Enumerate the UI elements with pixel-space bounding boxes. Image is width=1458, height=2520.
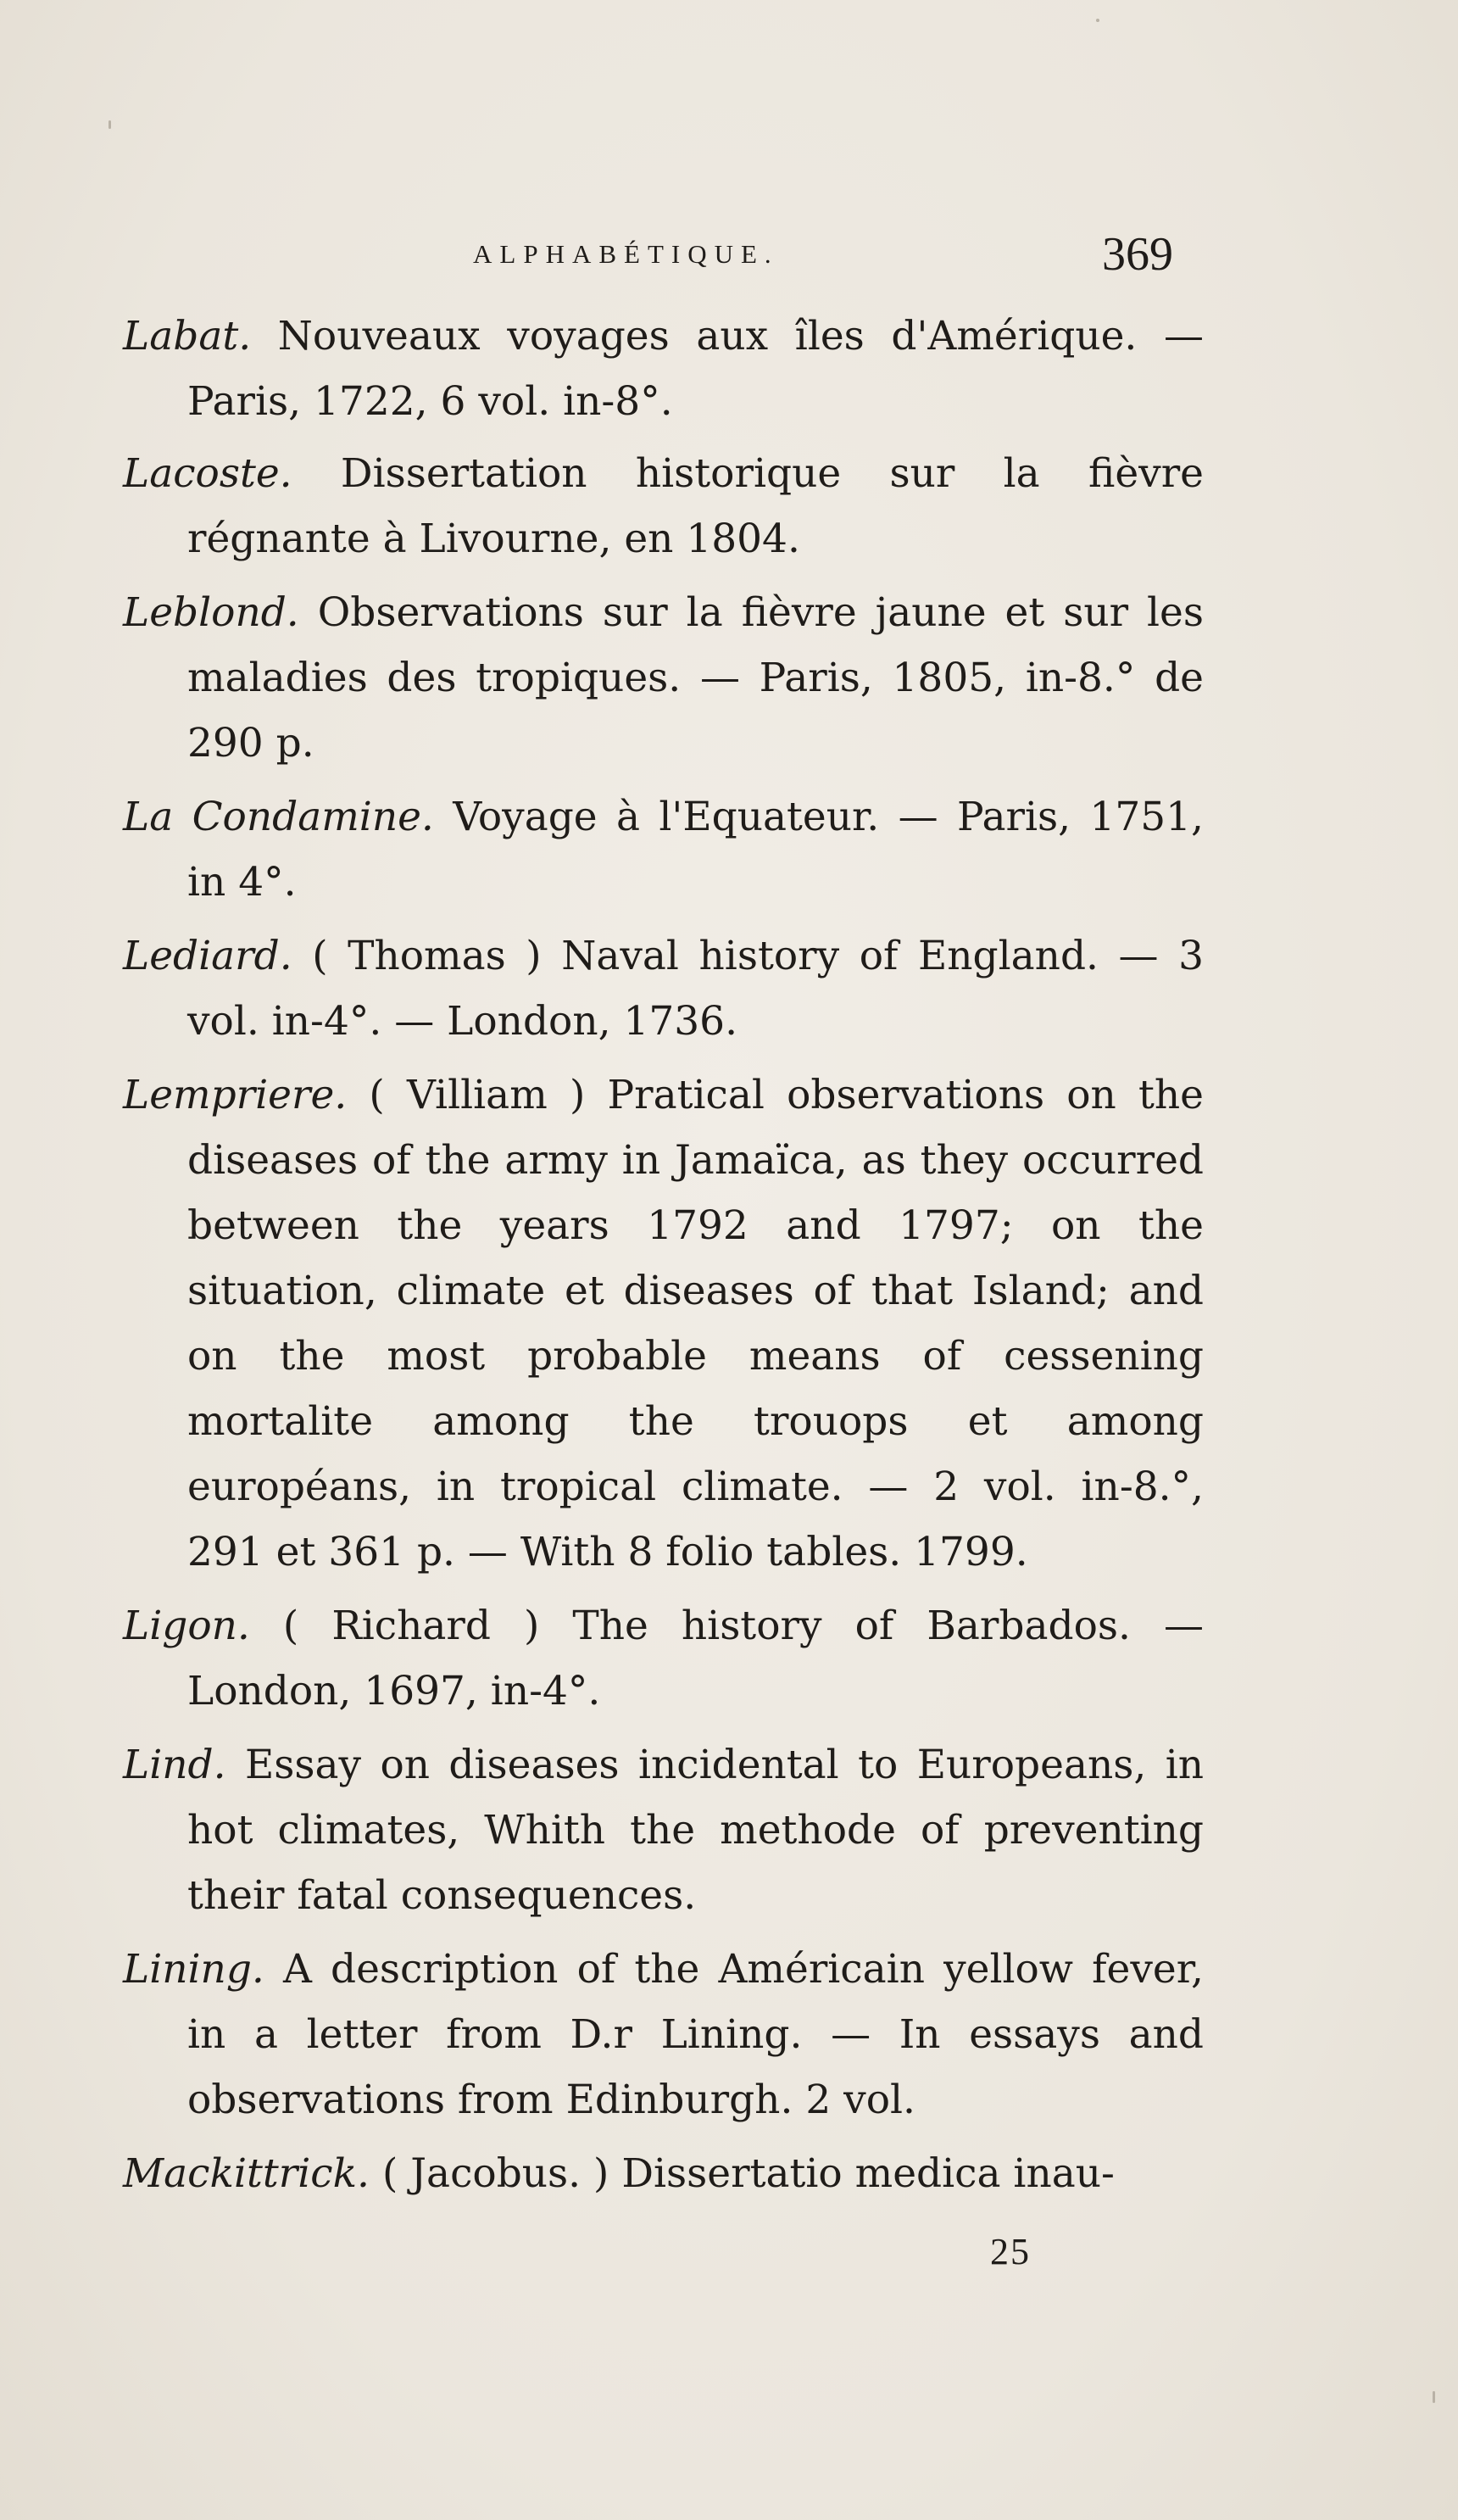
entry-text: A description of the Américain yellow fever, in a letter from D.r Lining. — In essays and observations from Edinburgh. 2 vol. bbox=[187, 1946, 1204, 2123]
entry-author: Lining. bbox=[123, 1946, 264, 1993]
entry-author: Lempriere. bbox=[123, 1072, 348, 1118]
paper-speck bbox=[1433, 2391, 1435, 2403]
entry-text: Dissertation historique sur la fièvre régnante à Livourne, en 1804. bbox=[187, 450, 1204, 562]
bibliography-entry bbox=[123, 1937, 1204, 2133]
page-header bbox=[0, 227, 1458, 295]
page-number: 369 bbox=[1102, 228, 1173, 281]
bibliography-entry bbox=[123, 923, 1204, 1054]
entry-author: Labat. bbox=[123, 313, 252, 360]
entry-text: ( Villiam ) Pratical observations on the diseases of the army in Jamaïca, as they occurred between the years 1792 and 1797; on the situation, climate et diseases of that Island; and on the most probable means of cessening mortalite among the trouops et among européans, in tropical climate. — 2 vol. in-8.°, 291 et 361 p. — With 8 folio tables. 1799. bbox=[187, 1072, 1204, 1575]
entry-author: La Condamine. bbox=[123, 794, 434, 840]
bibliography-list bbox=[123, 304, 1204, 2215]
bibliography-entry bbox=[123, 1732, 1204, 1928]
bibliography-entry bbox=[123, 1593, 1204, 1724]
entry-text: ( Jacobus. ) Dissertatio medica inau- bbox=[370, 2150, 1115, 2197]
signature-mark: 25 bbox=[990, 2231, 1031, 2272]
bibliography-entry bbox=[123, 304, 1204, 434]
entry-author: Ligon. bbox=[123, 1603, 250, 1649]
running-title: ALPHABÉTIQUE. bbox=[473, 239, 779, 269]
entry-text: Essay on diseases incidental to Europeans, in hot climates, Whith the methode of preventing their fatal consequences. bbox=[187, 1742, 1204, 1919]
entry-text: Observations sur la fièvre jaune et sur les maladies des tropiques. — Paris, 1805, in-8.° de 290 p. bbox=[187, 589, 1204, 767]
bibliography-entry bbox=[123, 1062, 1204, 1585]
entry-author: Lediard. bbox=[123, 933, 292, 979]
bibliography-entry bbox=[123, 441, 1204, 571]
bibliography-entry bbox=[123, 784, 1204, 915]
entry-author: Lacoste. bbox=[123, 450, 292, 497]
bibliography-entry bbox=[123, 580, 1204, 776]
entry-text: ( Richard ) The history of Barbados. — London, 1697, in-4°. bbox=[187, 1603, 1204, 1714]
entry-text: Nouveaux voyages aux îles d'Amérique. — Paris, 1722, 6 vol. in-8°. bbox=[187, 313, 1204, 425]
entry-author: Leblond. bbox=[123, 589, 299, 636]
paper-speck bbox=[109, 120, 111, 129]
entry-author: Mackittrick. bbox=[123, 2150, 370, 2197]
bibliography-entry bbox=[123, 2141, 1204, 2206]
entry-author: Lind. bbox=[123, 1742, 226, 1788]
entry-text: Voyage à l'Equateur. — Paris, 1751, in 4°. bbox=[187, 794, 1204, 906]
paper-speck bbox=[1096, 19, 1099, 22]
entry-text: ( Thomas ) Naval history of England. — 3 vol. in-4°. — London, 1736. bbox=[187, 933, 1204, 1045]
